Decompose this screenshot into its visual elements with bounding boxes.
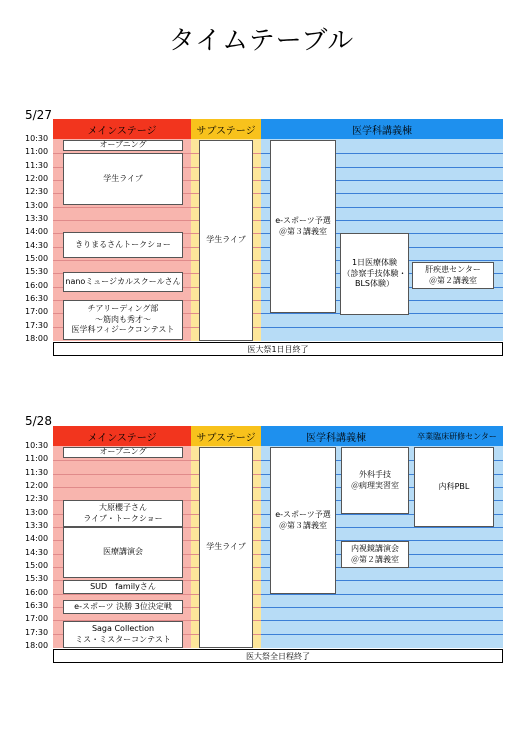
day1-header-sub: サブステージ bbox=[191, 119, 261, 139]
day2-timetable bbox=[25, 426, 503, 666]
day2-pbl-label: 内科PBL bbox=[438, 481, 470, 491]
time-label: 18:00 bbox=[25, 640, 49, 650]
day2-esports-final bbox=[63, 600, 183, 614]
day2-sud-family bbox=[63, 580, 183, 594]
time-label: 16:00 bbox=[25, 280, 49, 290]
time-label: 11:00 bbox=[25, 454, 49, 464]
day2-header-sub: サブステージ bbox=[191, 426, 261, 446]
day2-ohara-sub-label: ライブ・トークショー bbox=[83, 513, 163, 523]
day2-medical-lecture bbox=[63, 527, 183, 578]
day2-endoscopy-lecture bbox=[341, 541, 409, 568]
day1-esports-label: e-スポーツ予選 bbox=[275, 215, 331, 225]
day2-date: 5/28 bbox=[25, 414, 52, 428]
time-label: 14:00 bbox=[25, 227, 49, 237]
day1-kirimaru-talk bbox=[63, 232, 183, 258]
time-label: 14:30 bbox=[25, 240, 49, 250]
time-label: 10:30 bbox=[25, 441, 49, 450]
time-label: 12:00 bbox=[25, 480, 49, 490]
gridline bbox=[261, 620, 503, 621]
page-title: タイムテーブル bbox=[168, 26, 355, 56]
day2-header-main: メインステージ bbox=[53, 426, 191, 446]
day2-surgical-skills bbox=[341, 447, 409, 514]
day1-medical-experience bbox=[340, 233, 409, 315]
day2-miss-label: ミス・ミスターコンテスト bbox=[75, 634, 171, 644]
time-label: 15:30 bbox=[25, 574, 49, 584]
day2-endoscopy-label: 内視鏡講演会 bbox=[351, 543, 399, 553]
day1-medexp-sub1: （診察手技体験・ bbox=[342, 268, 407, 278]
day1-liver-room: ＠第２講義室 bbox=[429, 275, 477, 285]
time-label: 11:00 bbox=[25, 147, 49, 157]
day1-timetable bbox=[25, 119, 503, 359]
time-label: 15:00 bbox=[25, 253, 49, 263]
day1-esports-prelim bbox=[270, 140, 336, 313]
time-label: 12:30 bbox=[25, 187, 49, 197]
day1-medexp-label: 1日医療体験 bbox=[351, 257, 398, 267]
day2-saga-label: Saga Collection bbox=[91, 623, 155, 633]
time-label: 14:00 bbox=[25, 534, 49, 544]
time-label: 13:00 bbox=[25, 507, 49, 517]
time-label: 11:30 bbox=[25, 467, 49, 477]
time-label: 10:30 bbox=[25, 134, 49, 143]
time-label: 13:30 bbox=[25, 213, 49, 223]
day2-ohara-label: 大原櫻子さん bbox=[99, 502, 147, 512]
day2-surgical-room: ＠病理実習室 bbox=[351, 480, 399, 490]
day1-date: 5/27 bbox=[25, 108, 52, 122]
time-label: 13:30 bbox=[25, 520, 49, 530]
day1-opening bbox=[63, 140, 183, 151]
day1-cheer-label: チアリーディング部 bbox=[87, 303, 159, 313]
day2-sub-student-live bbox=[199, 447, 253, 648]
day1-sub-student-live bbox=[199, 140, 253, 341]
time-label: 16:30 bbox=[25, 600, 49, 610]
time-label: 12:30 bbox=[25, 494, 49, 504]
time-label: 18:00 bbox=[25, 333, 49, 343]
gridline bbox=[261, 634, 503, 635]
day2-header-clinic: 卒業臨床研修センター bbox=[411, 426, 503, 446]
day1-student-live-label: 学生ライブ bbox=[103, 173, 143, 183]
day1-physique-label: 医学科フィジークコンテスト bbox=[71, 325, 175, 335]
day1-nano-label: nanoミュージカルスクールさん bbox=[65, 276, 181, 286]
time-label: 17:30 bbox=[25, 320, 49, 330]
day2-lecture-label: 医療講演会 bbox=[103, 547, 143, 557]
time-label: 11:30 bbox=[25, 160, 49, 170]
day1-liver-center bbox=[412, 262, 494, 289]
day2-header-med: 医学科講義棟 bbox=[261, 426, 411, 446]
day1-sub-live-label: 学生ライブ bbox=[206, 235, 246, 245]
time-label: 14:30 bbox=[25, 547, 49, 557]
day2-esports-prelim bbox=[270, 447, 336, 594]
day1-kirimaru-label: きりまるさんトークショー bbox=[75, 239, 171, 249]
day1-cheer-sub-label: 〜筋肉も秀才〜 bbox=[95, 314, 151, 324]
time-label: 13:00 bbox=[25, 200, 49, 210]
day1-medexp-sub2: BLS体験） bbox=[354, 279, 395, 289]
time-label: 16:00 bbox=[25, 587, 49, 597]
time-label: 17:30 bbox=[25, 627, 49, 637]
day1-esports-room: ＠第３講義室 bbox=[279, 226, 327, 236]
day2-opening bbox=[63, 447, 183, 458]
day2-endoscopy-room: ＠第２講義室 bbox=[351, 554, 399, 564]
time-label: 17:00 bbox=[25, 307, 49, 317]
day2-internal-pbl bbox=[414, 447, 494, 527]
day1-student-live bbox=[63, 153, 183, 205]
time-label: 16:30 bbox=[25, 293, 49, 303]
day2-esports-room: ＠第３講義室 bbox=[279, 520, 327, 530]
day2-surgical-label: 外科手技 bbox=[359, 469, 391, 479]
day1-header-main: メインステージ bbox=[53, 119, 191, 139]
time-label: 12:00 bbox=[25, 173, 49, 183]
day2-opening-label: オープニング bbox=[99, 447, 147, 457]
day2-footer: 医大祭全日程終了 bbox=[53, 649, 503, 663]
gridline bbox=[261, 327, 503, 328]
day2-saga-collection bbox=[63, 621, 183, 648]
day2-sub-live-label: 学生ライブ bbox=[206, 542, 246, 552]
day1-footer: 医大祭1日目終了 bbox=[53, 342, 503, 356]
day2-esports-label: e-スポーツ予選 bbox=[275, 509, 331, 519]
time-label: 15:00 bbox=[25, 560, 49, 570]
day2-sud-label: SUD familyさん bbox=[90, 581, 156, 591]
day1-nano-musical bbox=[63, 272, 183, 292]
day1-cheer-physique bbox=[63, 300, 183, 340]
day1-opening-label: オープニング bbox=[99, 140, 147, 150]
time-label: 15:30 bbox=[25, 267, 49, 277]
day2-esports-final-label: e-スポーツ 決勝 3位決定戦 bbox=[74, 601, 172, 611]
day1-liver-label: 肝疾患センター bbox=[425, 264, 481, 274]
time-label: 17:00 bbox=[25, 614, 49, 624]
gridline bbox=[261, 607, 503, 608]
day1-header-med: 医学科講義棟 bbox=[261, 119, 503, 139]
day2-ohara-live bbox=[63, 500, 183, 527]
